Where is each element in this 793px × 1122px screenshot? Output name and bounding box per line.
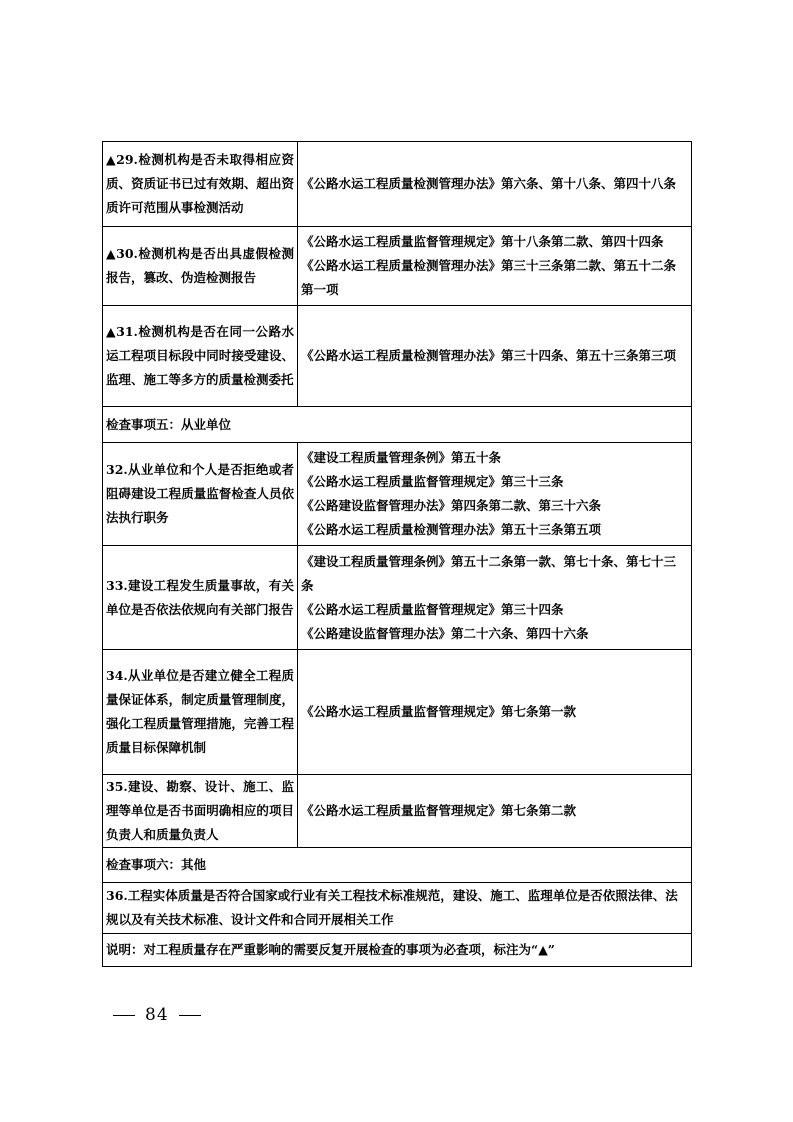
reference: 《建设工程质量管理条例》第五十条 — [301, 450, 502, 465]
item-30: ▲30.检测机构是否出具虚假检测报告，篡改、伪造检测报告 — [103, 227, 298, 306]
refs-32 — [298, 443, 692, 546]
item-32: 32.从业单位和个人是否拒绝或者阻碍建设工程质量监督检查人员依法执行职务 — [103, 443, 298, 546]
section-header-row — [103, 407, 692, 443]
note: 说明：对工程质量存在严重影响的需要反复开展检查的事项为必查项，标注为“▲” — [103, 934, 692, 967]
reference: 《公路水运工程质量检测管理办法》第三十三条第二款、第五十二条第一项 — [301, 258, 677, 297]
table-row — [103, 306, 692, 407]
table-row — [103, 142, 692, 227]
reference: 《公路水运工程质量监督管理规定》第三十三条 — [301, 474, 564, 489]
item-31: ▲31.检测机构是否在同一公路水运工程项目标段中同时接受建设、监理、施工等多方的质量检测委托 — [103, 306, 298, 407]
item-36: 36.工程实体质量是否符合国家或行业有关工程技术标准规范，建设、施工、监理单位是否依照法律、法规以及有关技术标准、设计文件和合同开展相关工作 — [103, 883, 692, 934]
reference: 《建设工程质量管理条例》第五十二条第一款、第七十条、第七十三条 — [301, 553, 677, 593]
reference: 《公路水运工程质量检测管理办法》第五十三条第五项 — [301, 522, 602, 537]
table-row — [103, 883, 692, 934]
reference: 《公路水运工程质量监督管理规定》第十八条第二款、第四十四条 — [301, 234, 664, 249]
reference: 《公路水运工程质量监督管理规定》第七条第一款 — [301, 704, 577, 719]
item-33: 33.建设工程发生质量事故，有关单位是否依法依规向有关部门报告 — [103, 546, 298, 650]
item-29: ▲29.检测机构是否未取得相应资质、资质证书已过有效期、超出资质许可范围从事检测活动 — [103, 142, 298, 227]
reference: 《公路建设监督管理办法》第四条第二款、第三十六条 — [301, 498, 602, 513]
inspection-table — [102, 141, 692, 967]
table-row — [103, 227, 692, 306]
dash-left — [113, 1015, 135, 1016]
section-5-title: 检查事项五：从业单位 — [103, 407, 692, 443]
dash-right — [179, 1015, 201, 1016]
section-header-row — [103, 848, 692, 883]
refs-33 — [298, 546, 692, 650]
table-row — [103, 650, 692, 775]
item-34: 34.从业单位是否建立健全工程质量保证体系，制定质量管理制度，强化工程质量管理措施，完善工程质量目标保障机制 — [103, 650, 298, 775]
table-row — [103, 546, 692, 650]
refs-29 — [298, 142, 692, 227]
reference: 《公路建设监督管理办法》第二十六条、第四十六条 — [301, 625, 589, 641]
table-row — [103, 443, 692, 546]
reference: 《公路水运工程质量监督管理规定》第七条第二款 — [301, 803, 577, 818]
section-6-title: 检查事项六：其他 — [103, 848, 692, 883]
refs-35 — [298, 775, 692, 848]
table-row — [103, 775, 692, 848]
reference: 《公路水运工程质量检测管理办法》第三十四条、第五十三条第三项 — [301, 348, 677, 363]
reference: 《公路水运工程质量监督管理规定》第三十四条 — [301, 601, 564, 617]
reference: 《公路水运工程质量检测管理办法》第六条、第十八条、第四十八条 — [301, 176, 677, 191]
refs-34 — [298, 650, 692, 775]
item-35: 35.建设、勘察、设计、施工、监理等单位是否书面明确相应的项目负责人和质量负责人 — [103, 775, 298, 848]
refs-31 — [298, 306, 692, 407]
page-footer — [103, 1005, 211, 1025]
page-number: 84 — [145, 1005, 169, 1025]
refs-30 — [298, 227, 692, 306]
note-row — [103, 934, 692, 967]
